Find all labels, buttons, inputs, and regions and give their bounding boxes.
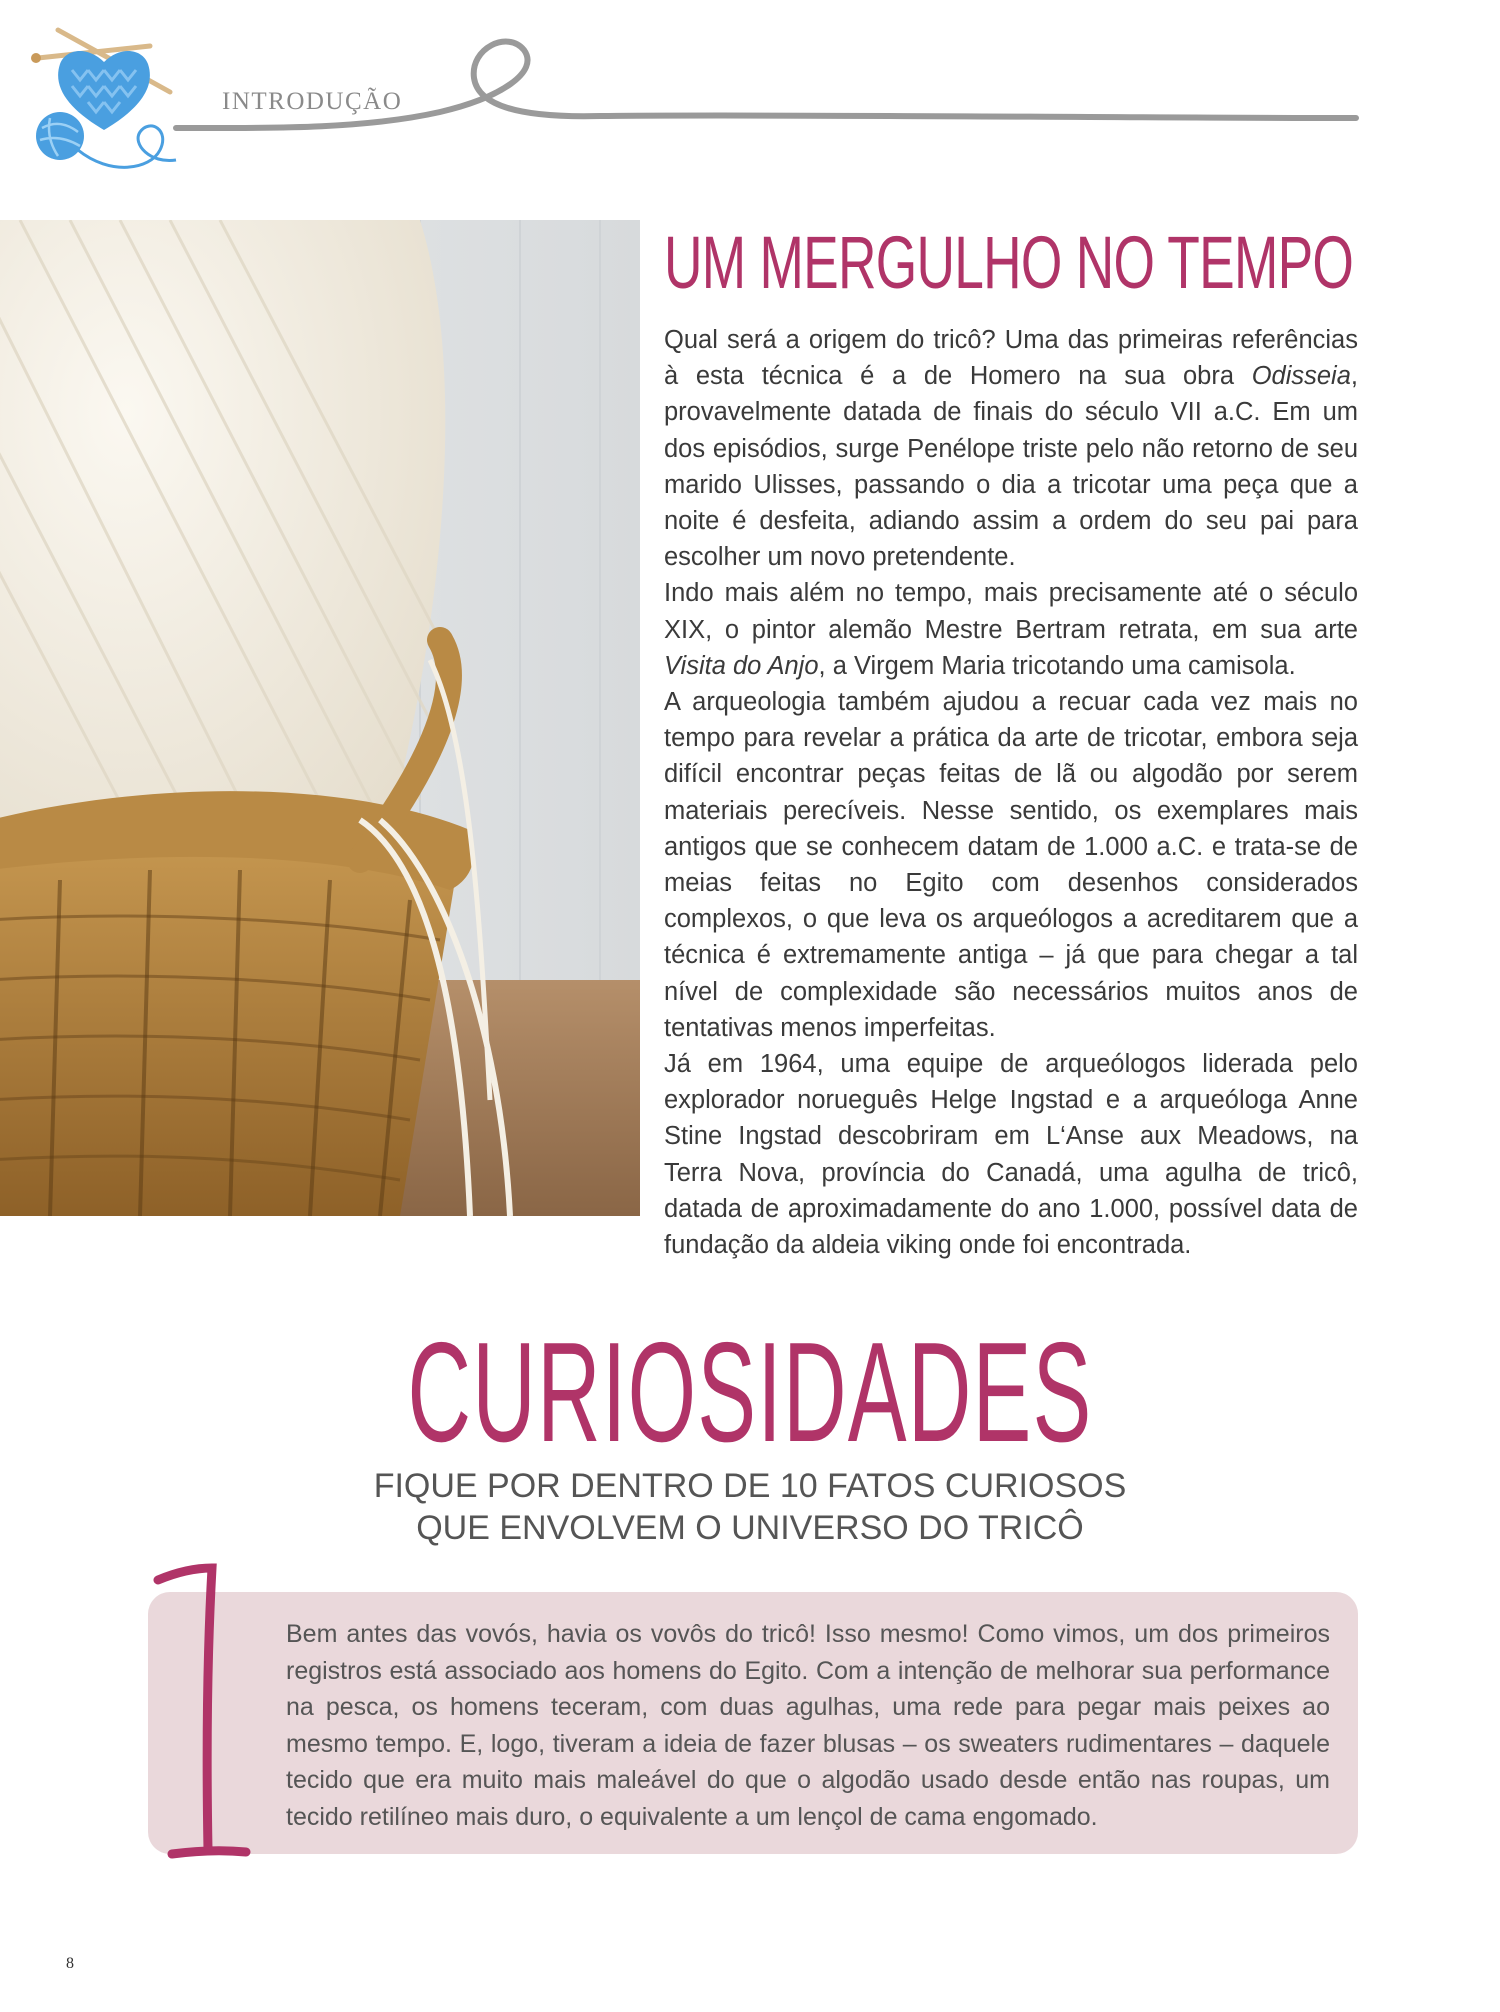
curiosities-subtitle: FIQUE POR DENTRO DE 10 FATOS CURIOSOS QUE ENVOLVEM O UNIVERSO DO TRICÔ [373, 1467, 1127, 1547]
article-paragraph: Indo mais além no tempo, mais precisamente até o século XIX, o pintor alemão Mestre Bertram retrata, em sua arte Visita do Anjo, a Virgem Maria tricotando uma camisola. [664, 579, 1358, 680]
section-label: INTRODUÇÃO [222, 88, 403, 115]
curiosities-title: CURIOSIDADES [407, 1313, 1093, 1472]
article-paragraph: Qual será a origem do tricô? Uma das primeiras referências à esta técnica é a de Homero na sua obra Odisseia, provavelmente datada de finais do século VII a.C. Em um dos episódios, surge Penélope triste pelo não retorno de seu marido Ulisses, passando o dia a tricotar uma peça que a noite é desfeita, adiando assim a ordem do seu pai para escolher um novo pretendente. [664, 326, 1358, 572]
yarn-basket-photo [0, 220, 640, 1216]
page-number: 8 [66, 1955, 74, 1972]
article-title: UM MERGULHO NO TEMPO [664, 221, 1354, 304]
fact-number-1 [142, 1560, 262, 1870]
fact-text: Bem antes das vovós, havia os vovôs do tricô! Isso mesmo! Como vimos, um dos primeiros registros está associado aos homens do Egito. Com a intenção de melhorar sua performance na pesca, os homens teceram, com duas agulhas, uma rede para pegar mais peixes ao mesmo tempo. E, logo, tiveram a ideia de fazer blusas – os sweaters rudimentares – daquele tecido que era muito mais maleável do que o algodão usado desde então nas roupas, um tecido retilíneo mais duro, o equivalente a um lençol de cama engomado. [286, 1620, 1330, 1831]
article-paragraph: Já em 1964, uma equipe de arqueólogos liderada pelo explorador norueguês Helge Ingstad e a arqueóloga Anne Stine Ingstad descobriram em L‘Anse aux Meadows, na Terra Nova, província do Canadá, uma agulha de tricô, datada de aproximadamente do ano 1.000, possível data de fundação da aldeia viking onde foi encontrada. [664, 1050, 1358, 1260]
page-header [0, 0, 1500, 190]
article-body [664, 322, 1358, 1263]
article-paragraph: A arqueologia também ajudou a recuar cada vez mais no tempo para revelar a prática da arte de tricotar, embora seja difícil encontrar peças feitas de lã ou algodão por serem materiais perecíveis. Nesse sentido, os exemplares mais antigos que se conhecem datam de 1.000 a.C. e trata-se de meias feitas no Egito com desenhos considerados complexos, o que leva os arqueólogos a acreditarem que a técnica é extremamente antiga – já que para chegar a tal nível de complexidade são necessários muitos anos de tentativas menos imperfeitas. [664, 688, 1358, 1042]
